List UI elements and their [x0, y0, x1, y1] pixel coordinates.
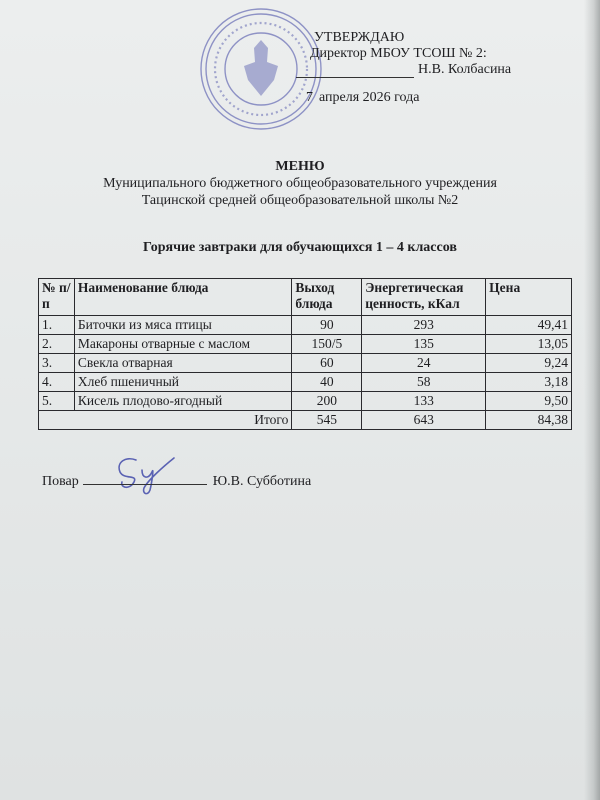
total-output: 545 — [292, 411, 362, 430]
total-price: 84,38 — [486, 411, 572, 430]
row-output: 150/5 — [292, 335, 362, 354]
row-dish: Хлеб пшеничный — [74, 373, 291, 392]
row-output: 200 — [292, 392, 362, 411]
cook-name: Ю.В. Субботина — [212, 474, 312, 489]
row-dish: Кисель плодово-ягодный — [74, 392, 291, 411]
row-number: 2. — [39, 335, 75, 354]
row-price: 9,24 — [486, 354, 572, 373]
table-total-row — [39, 411, 572, 430]
approval-name: Н.В. Колбасина — [418, 62, 512, 77]
table-row — [39, 354, 572, 373]
row-output: 60 — [292, 354, 362, 373]
row-number: 5. — [39, 392, 75, 411]
menu-subtitle: Горячие завтраки для обучающихся 1 – 4 классов — [143, 240, 457, 255]
row-energy: 293 — [362, 316, 486, 335]
row-energy: 135 — [362, 335, 486, 354]
row-price: 3,18 — [486, 373, 572, 392]
row-number: 4. — [39, 373, 75, 392]
header-number: № п/п — [39, 279, 75, 316]
row-energy: 58 — [362, 373, 486, 392]
org-line-2: Тацинской средней общеобразовательной школы №2 — [141, 193, 459, 208]
total-label: Итого — [39, 411, 292, 430]
row-price: 13,05 — [486, 335, 572, 354]
header-energy: Энергетическая ценность, кКал — [362, 279, 486, 316]
approval-date — [306, 90, 556, 106]
row-energy: 133 — [362, 392, 486, 411]
menu-title: МЕНЮ — [275, 159, 325, 174]
row-number: 1. — [39, 316, 75, 335]
header-dish: Наименование блюда — [74, 279, 291, 316]
cook-signature-line — [42, 474, 311, 490]
org-line-1: Муниципального бюджетного общеобразовательного учреждения — [103, 176, 497, 191]
approval-date-rest: апреля 2026 года — [319, 90, 420, 105]
approval-signature-line — [296, 62, 556, 78]
row-output: 40 — [292, 373, 362, 392]
table-row — [39, 316, 572, 335]
cook-label: Повар — [42, 474, 79, 489]
menu-table — [38, 278, 572, 430]
table-row — [39, 392, 572, 411]
row-output: 90 — [292, 316, 362, 335]
cook-line — [83, 484, 207, 485]
table-row — [39, 373, 572, 392]
approval-position: Директор МБОУ ТСОШ № 2: — [310, 46, 487, 61]
row-energy: 24 — [362, 354, 486, 373]
menu-header — [0, 158, 600, 209]
row-dish: Биточки из мяса птицы — [74, 316, 291, 335]
table-row — [39, 335, 572, 354]
page-edge-shadow — [584, 0, 600, 800]
row-number: 3. — [39, 354, 75, 373]
row-dish: Свекла отварная — [74, 354, 291, 373]
row-price: 9,50 — [486, 392, 572, 411]
total-energy: 643 — [362, 411, 486, 430]
row-dish: Макароны отварные с маслом — [74, 335, 291, 354]
table-header-row — [39, 279, 572, 316]
approval-block — [296, 30, 556, 106]
header-output: Выход блюда — [292, 279, 362, 316]
approval-title: УТВЕРЖДАЮ — [314, 30, 405, 45]
signature-line — [296, 77, 414, 78]
approval-date-day: 7 — [306, 90, 313, 105]
row-price: 49,41 — [486, 316, 572, 335]
header-price: Цена — [486, 279, 572, 316]
